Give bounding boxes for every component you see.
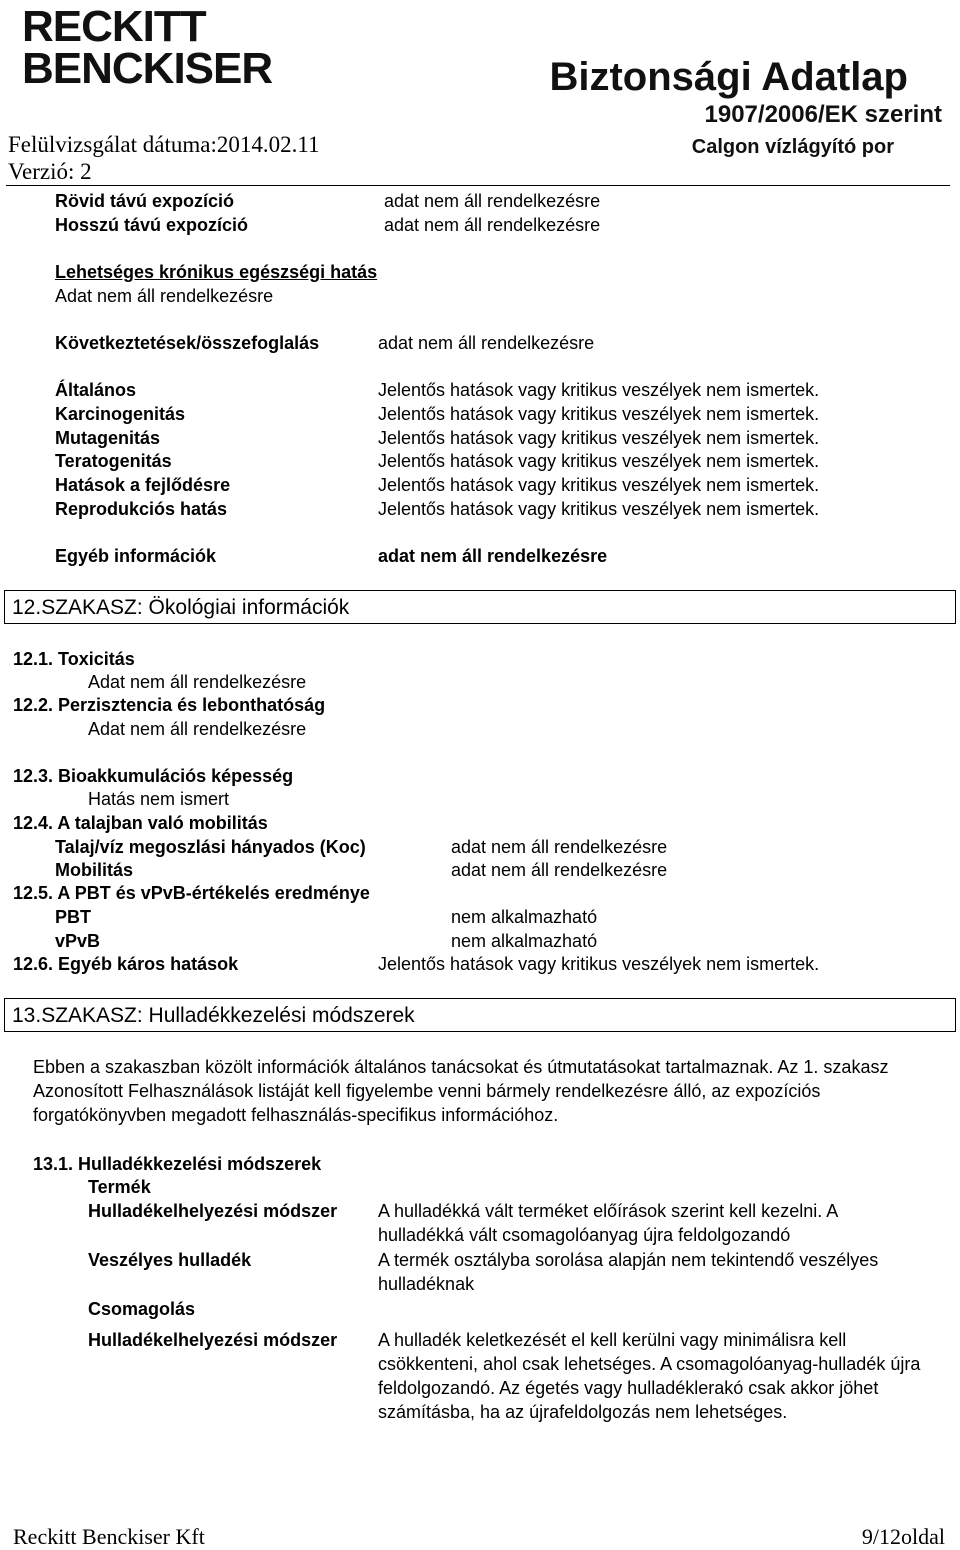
version: Verzió: 2 — [8, 159, 92, 184]
review-date: Felülvizsgálat dátuma:2014.02.11 — [8, 132, 320, 157]
other-info-value: adat nem áll rendelkezésre — [378, 546, 608, 566]
hazardous-waste-value: A termék osztályba sorolása alapján nem tekintendő veszélyes hulladéknak — [378, 1250, 879, 1294]
toxicity-heading: 12.1. Toxicitás — [13, 649, 135, 669]
short-exposure-value: adat nem áll rendelkezésre — [384, 191, 601, 211]
effect-label-general: Általános — [55, 380, 137, 400]
effect-label-development: Hatások a fejlődésre — [55, 475, 231, 495]
other-effects-value: Jelentős hatások vagy kritikus veszélyek nem ismertek. — [378, 954, 820, 974]
disposal-method-label: Hulladékelhelyezési módszer — [88, 1201, 338, 1221]
waste-methods-heading: 13.1. Hulladékkezelési módszerek — [33, 1154, 322, 1174]
section-13-intro: Ebben a szakaszban közölt információk általános tanácsokat és útmutatásokat tartalmaznak. Az 1. szakasz Azonosított Felhasználások listáját kell figyelembe venni bármely rendelkezésre álló, az expozíciós forgatókönyvben megadott felhasználás-specifikus információhoz. — [33, 1057, 889, 1125]
logo-text-line2: BENCKISER — [22, 44, 273, 93]
short-exposure-label: Rövid távú expozíció — [55, 191, 235, 211]
pbt-label: PBT — [55, 907, 91, 927]
vpvb-label: vPvB — [55, 931, 101, 951]
effect-value-teratogenicity: Jelentős hatások vagy kritikus veszélyek nem ismertek. — [378, 451, 820, 471]
vpvb-value: nem alkalmazható — [451, 931, 598, 951]
effect-value-reproduction: Jelentős hatások vagy kritikus veszélyek nem ismertek. — [378, 499, 820, 519]
packaging-disposal-value: A hulladék keletkezését el kell kerülni vagy minimálisra kell csökkenteni, ahol csak lehetséges. A csomagolóanyag-hulladék újra feldolgozandó. Az égetés vagy hulladéklerakó csak akkor jöhet számításba, ha az újrafeldolgozás nem lehetséges. — [378, 1330, 921, 1422]
persistence-value: Adat nem áll rendelkezésre — [88, 719, 307, 739]
effect-label-reproduction: Reprodukciós hatás — [55, 499, 228, 519]
mobility-heading: 12.4. A talajban való mobilitás — [13, 813, 268, 833]
persistence-heading: 12.2. Perzisztencia és lebonthatóság — [13, 695, 326, 715]
effect-label-teratogenicity: Teratogenitás — [55, 451, 172, 471]
disposal-method-value: A hulladékká vált terméket előírások szerint kell kezelni. A hulladékká vált csomagolóanyag újra feldolgozandó — [378, 1201, 838, 1245]
chronic-effects-value: Adat nem áll rendelkezésre — [55, 286, 274, 306]
product-heading: Termék — [88, 1177, 151, 1197]
section-13-title: 13.SZAKASZ: Hulladékkezelési módszerek — [12, 1004, 415, 1027]
long-exposure-label: Hosszú távú expozíció — [55, 215, 249, 235]
regulation-reference: 1907/2006/EK szerint — [704, 101, 942, 128]
section-13-header — [4, 998, 956, 1032]
hazardous-waste-label: Veszélyes hulladék — [88, 1250, 252, 1270]
page-number: 9/12oldal — [861, 1524, 945, 1549]
koc-label: Talaj/víz megoszlási hányados (Koc) — [55, 837, 366, 857]
footer-company: Reckitt Benckiser Kft — [13, 1524, 205, 1549]
chronic-effects-heading: Lehetséges krónikus egészségi hatás — [55, 262, 378, 282]
effect-value-mutagenicity: Jelentős hatások vagy kritikus veszélyek nem ismertek. — [378, 428, 820, 448]
bioaccumulation-value: Hatás nem ismert — [88, 789, 230, 809]
packaging-disposal-label: Hulladékelhelyezési módszer — [88, 1330, 338, 1350]
other-info-label: Egyéb információk — [55, 546, 217, 566]
effect-value-carcinogenicity: Jelentős hatások vagy kritikus veszélyek nem ismertek. — [378, 404, 820, 424]
product-name: Calgon vízlágyító por — [691, 136, 894, 158]
pbt-heading: 12.5. A PBT és vPvB-értékelés eredménye — [13, 883, 370, 903]
other-effects-heading: 12.6. Egyéb káros hatások — [13, 954, 239, 974]
toxicity-value: Adat nem áll rendelkezésre — [88, 672, 307, 692]
long-exposure-value: adat nem áll rendelkezésre — [384, 215, 601, 235]
header-divider — [6, 185, 950, 186]
effect-label-mutagenicity: Mutagenitás — [55, 428, 161, 448]
section-12-title: 12.SZAKASZ: Ökológiai információk — [12, 596, 350, 619]
packaging-heading: Csomagolás — [88, 1299, 196, 1319]
effect-value-general: Jelentős hatások vagy kritikus veszélyek nem ismertek. — [378, 380, 820, 400]
mobility-label: Mobilitás — [55, 860, 134, 880]
bioaccumulation-heading: 12.3. Bioakkumulációs képesség — [13, 766, 294, 786]
mobility-value: adat nem áll rendelkezésre — [451, 860, 668, 880]
effect-label-carcinogenicity: Karcinogenitás — [55, 404, 186, 424]
company-logo — [22, 2, 273, 93]
koc-value: adat nem áll rendelkezésre — [451, 837, 668, 857]
conclusions-label: Következtetések/összefoglalás — [55, 333, 320, 353]
document-title: Biztonsági Adatlap — [549, 55, 908, 99]
conclusions-value: adat nem áll rendelkezésre — [378, 333, 595, 353]
effect-value-development: Jelentős hatások vagy kritikus veszélyek nem ismertek. — [378, 475, 820, 495]
pbt-value: nem alkalmazható — [451, 907, 598, 927]
section-12-header — [4, 590, 956, 624]
logo-text-line1: RECKITT — [22, 2, 206, 51]
